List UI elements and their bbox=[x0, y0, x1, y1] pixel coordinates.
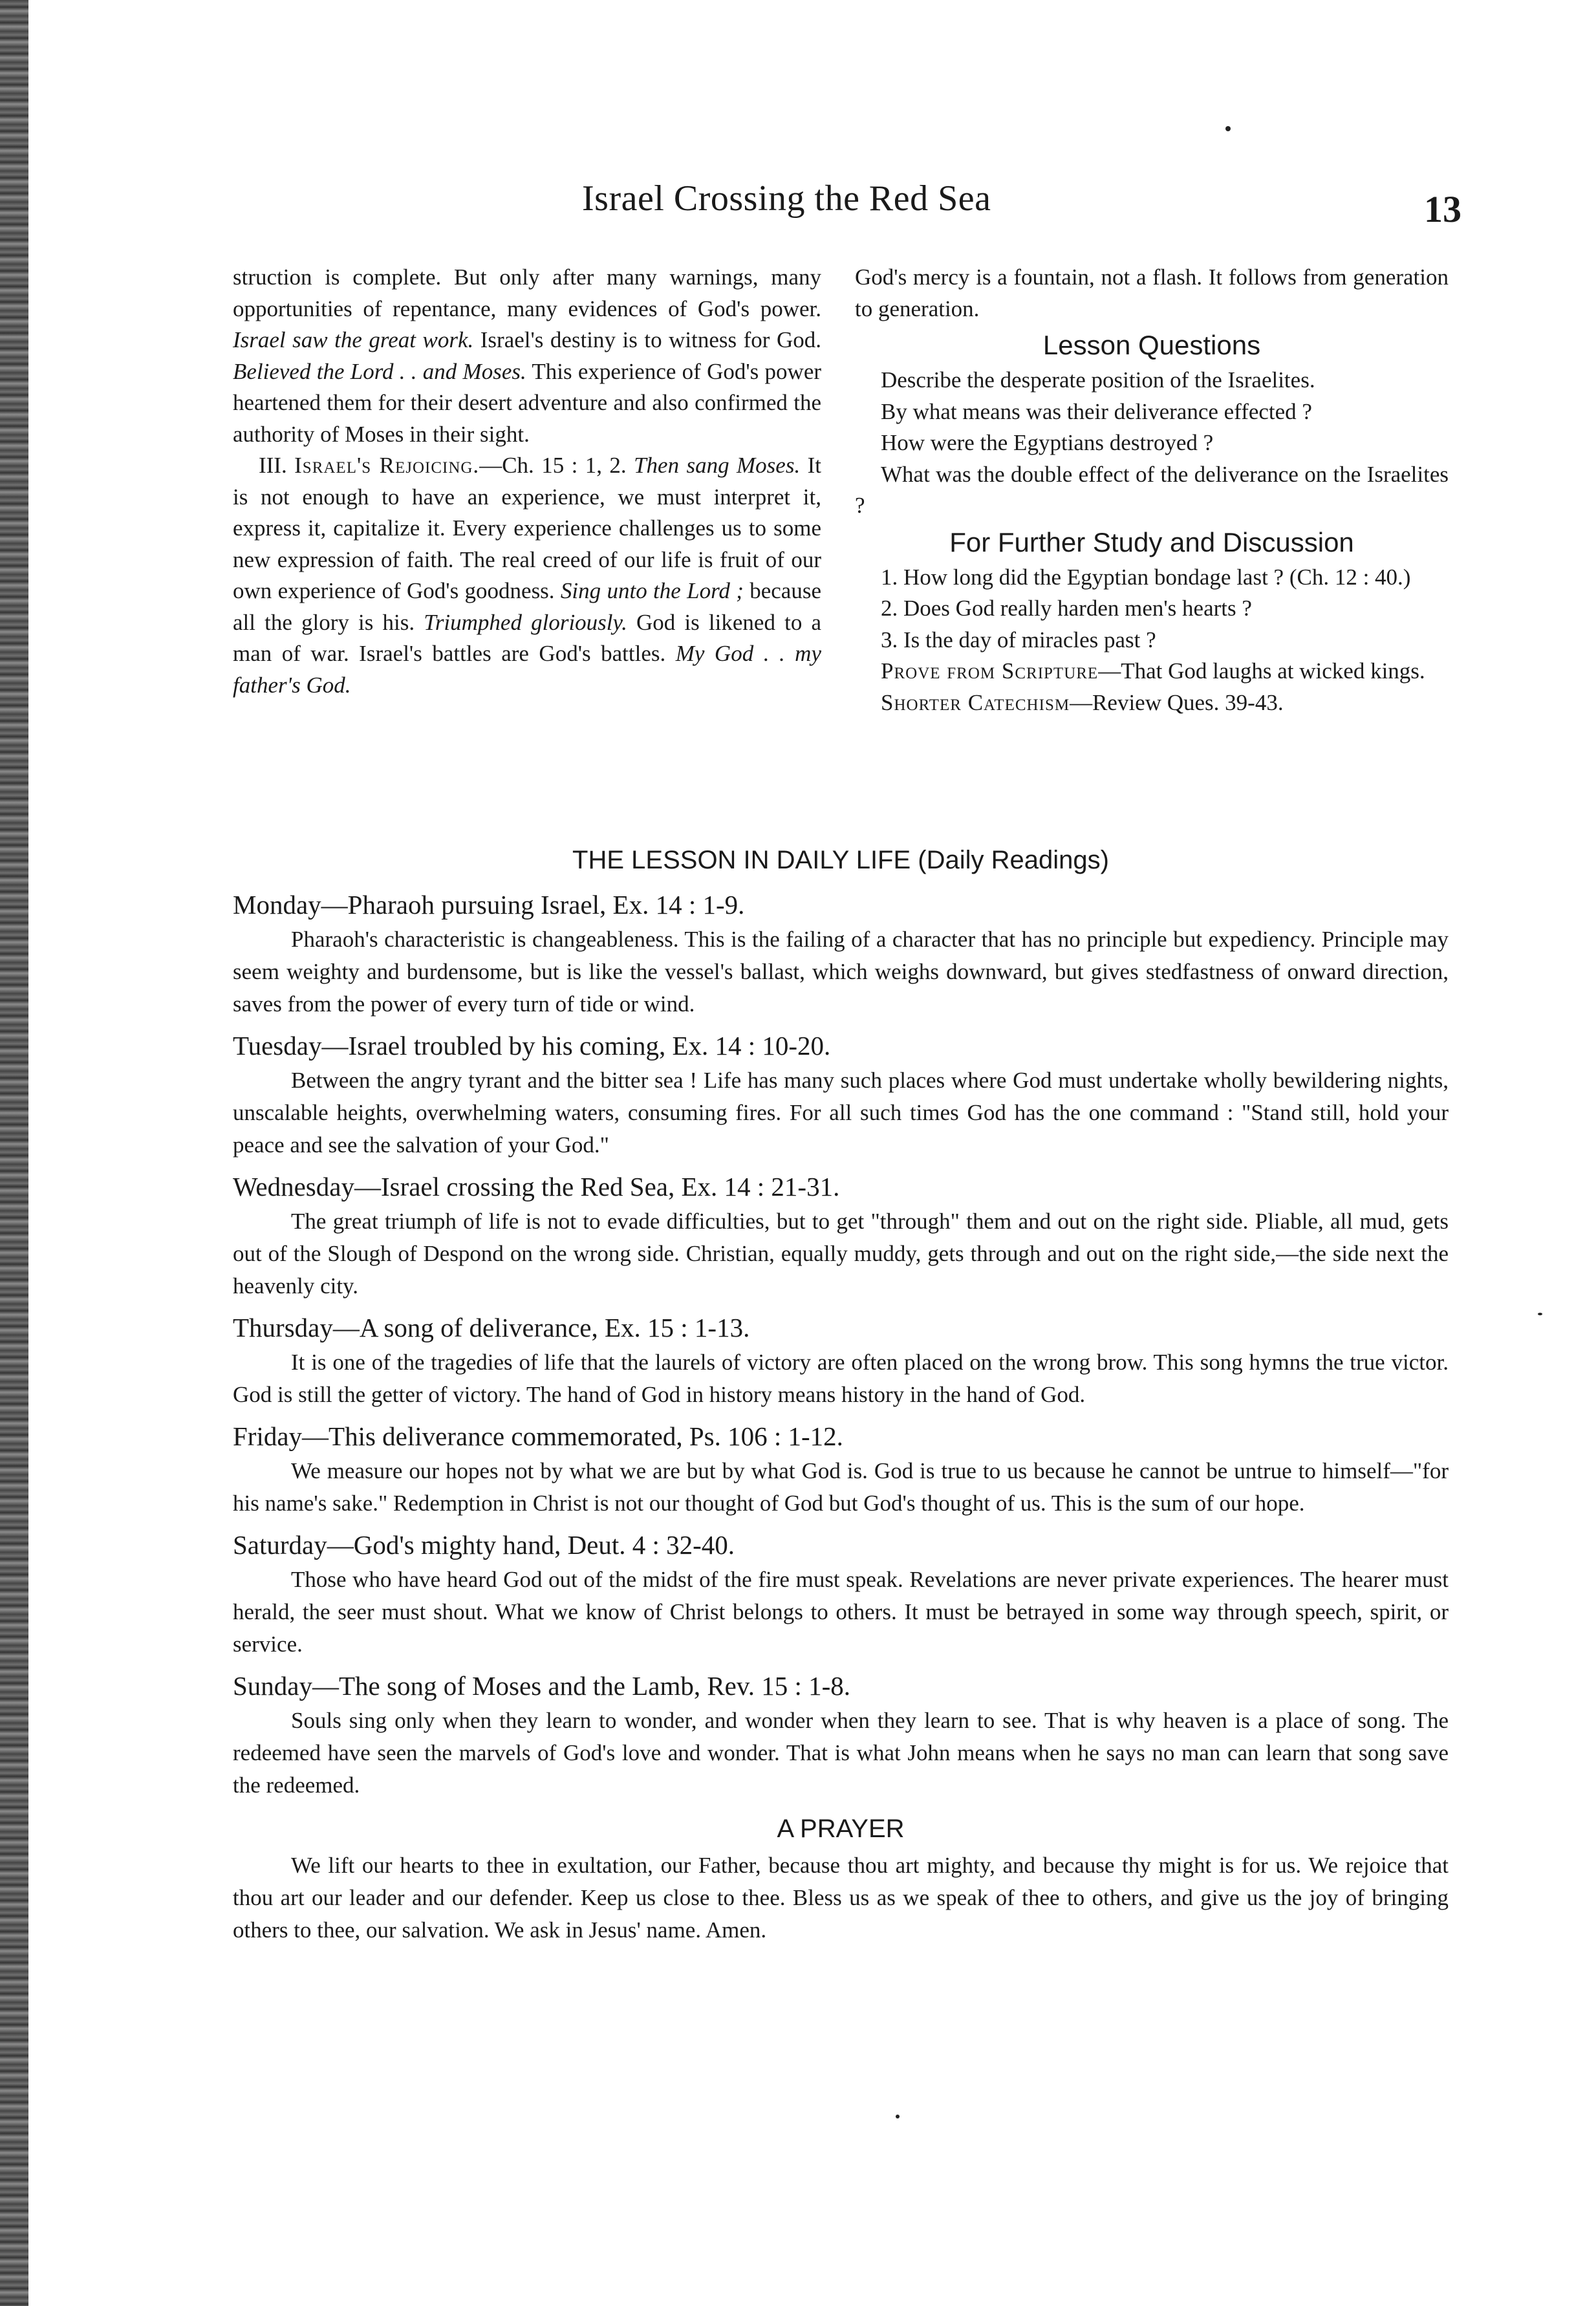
text-run: This experience of God's power heartened them for their desert adventure and also confirmed the authority of Moses in their sight. bbox=[233, 358, 822, 447]
day-title-thursday: Thursday—A song of deliverance, Ex. 15 : 1-13. bbox=[233, 1313, 750, 1342]
print-speck bbox=[896, 2115, 900, 2118]
italic-phrase: Then sang Moses. bbox=[634, 453, 801, 478]
day-title-saturday: Saturday—God's mighty hand, Deut. 4 : 32-40. bbox=[233, 1530, 735, 1560]
further-study-heading: For Further Study and Discussion bbox=[949, 526, 1354, 557]
daily-life-heading: THE LESSON IN DAILY LIFE (Daily Readings) bbox=[572, 846, 1109, 874]
day-body-wednesday: The great triumph of life is not to evade difficulties, but to get "through" them and out on the right side. Pliable, all mud, gets out of the Slough of Despond on the wrong side. Christian, equally muddy, gets through and out on the right side,—the side next the heavenly city. bbox=[233, 1209, 1449, 1298]
text-run: Israel's destiny is to witness for God. bbox=[473, 327, 821, 352]
scripture-reference: —Ch. 15 : 1, 2. bbox=[479, 453, 634, 478]
text-run: struction is complete. But only after many warnings, many opportunities of repentance, many evidences of God's power. bbox=[233, 264, 821, 321]
left-paragraph-2 bbox=[233, 450, 821, 701]
day-body-saturday: Those who have heard God out of the midst of the fire must speak. Revelations are never private experiences. The hearer must herald, the seer must shout. What we know of Christ belongs to others. It must be betrayed in some way through speech, spirit, or service. bbox=[233, 1567, 1449, 1657]
daily-life-section bbox=[233, 841, 1449, 1946]
italic-phrase: Believed the Lord . . and Moses. bbox=[233, 358, 526, 384]
prayer-heading: A PRAYER bbox=[777, 1815, 905, 1843]
shorter-catechism bbox=[855, 687, 1449, 719]
text-run: It is not enough to have an experience, we must interpret it, express it, capitalize it. Every experience challenges us to some new expression of faith. The real creed of our life is fruit of our own experience of God's goodness. bbox=[233, 453, 822, 603]
day-body-sunday: Souls sing only when they learn to wonder, and wonder when they learn to see. That is why heaven is a place of song. The redeemed have seen the marvels of God's love and wonder. That is what John means when he says no man can learn that song save the redeemed. bbox=[233, 1708, 1449, 1798]
text-run: God is likened to a man of war. Israel's battles are God's battles. bbox=[233, 609, 821, 666]
prove-label: Prove from Scripture bbox=[881, 658, 1099, 684]
question-item: By what means was their deliverance effected ? bbox=[881, 398, 1312, 424]
further-item: 3. Is the day of miracles past ? bbox=[881, 627, 1156, 652]
day-body-monday: Pharaoh's characteristic is changeableness. This is the failing of a character that has no principle but expediency. Principle may seem weighty and burdensome, but is like the vessel's ballast, which weighs downward, but gives stedfastness of onward direction, saves from the power of every turn of tide or wind. bbox=[233, 927, 1449, 1017]
day-title-wednesday: Wednesday—Israel crossing the Red Sea, Ex. 14 : 21-31. bbox=[233, 1172, 840, 1201]
prayer-body: We lift our hearts to thee in exultation, our Father, because thou art mighty, and because thy might is for us. We rejoice that thou art our leader and our defender. Keep us close to thee. Bless us as we speak of thee to others, and give us the joy of bringing others to thee, our salvation. We ask in Jesus' name. Amen. bbox=[233, 1853, 1449, 1943]
print-speck bbox=[1225, 126, 1231, 131]
right-column bbox=[855, 262, 1449, 718]
day-title-friday: Friday—This deliverance commemorated, Ps. 106 : 1-12. bbox=[233, 1421, 843, 1451]
left-column bbox=[233, 262, 821, 701]
prove-from-scripture bbox=[855, 656, 1449, 687]
prove-text: —That God laughs at wicked kings. bbox=[1098, 658, 1425, 684]
day-title-tuesday: Tuesday—Israel troubled by his coming, Ex. 14 : 10-20. bbox=[233, 1031, 831, 1061]
left-paragraph-1 bbox=[233, 262, 821, 450]
italic-phrase: My God . . my father's God. bbox=[233, 641, 821, 698]
question-item: How were the Egyptians destroyed ? bbox=[881, 430, 1214, 455]
print-speck bbox=[1538, 1313, 1542, 1315]
question-item: What was the double effect of the deliverance on the Israelites ? bbox=[855, 461, 1449, 518]
catechism-text: —Review Ques. 39-43. bbox=[1070, 689, 1284, 715]
day-title-monday: Monday—Pharaoh pursuing Israel, Ex. 14 : 1-9. bbox=[233, 890, 745, 920]
day-body-tuesday: Between the angry tyrant and the bitter sea ! Life has many such places where God must undertake wholly bewildering nights, unscalable heights, overwhelming waters, consuming fires. For all such times God has the one command : "Stand still, hold your peace and see the salvation of your God." bbox=[233, 1068, 1449, 1158]
right-paragraph-1: God's mercy is a fountain, not a flash. It follows from generation to generation. bbox=[855, 264, 1449, 321]
day-body-thursday: It is one of the tragedies of life that the laurels of victory are often placed on the wrong brow. This song hymns the true victor. God is still the getter of victory. The hand of God in history means history in the hand of God. bbox=[233, 1350, 1449, 1407]
further-item: 1. How long did the Egyptian bondage last ? (Ch. 12 : 40.) bbox=[881, 564, 1411, 590]
text-run: because all the glory is his. bbox=[233, 578, 822, 635]
day-body-friday: We measure our hopes not by what we are but by what God is. God is true to us because he cannot be untrue to himself—"for his name's sake." Redemption in Christ is not our thought of God but God's thought of us. This is the sum of our hope. bbox=[233, 1458, 1449, 1516]
lesson-questions-heading: Lesson Questions bbox=[1042, 330, 1261, 360]
day-title-sunday: Sunday—The song of Moses and the Lamb, Rev. 15 : 1-8. bbox=[233, 1671, 851, 1701]
section-title: Israel's Rejoicing. bbox=[294, 453, 480, 478]
italic-phrase: Sing unto the Lord ; bbox=[560, 578, 744, 603]
page-number: 13 bbox=[1424, 188, 1461, 230]
italic-phrase: Triumphed gloriously. bbox=[424, 609, 627, 635]
further-item: 2. Does God really harden men's hearts ? bbox=[881, 596, 1252, 621]
question-item: Describe the desperate position of the Israelites. bbox=[881, 367, 1315, 393]
italic-phrase: Israel saw the great work. bbox=[233, 327, 474, 352]
section-number: III. bbox=[259, 453, 295, 478]
catechism-label: Shorter Catechism bbox=[881, 689, 1070, 715]
running-title: Israel Crossing the Red Sea bbox=[582, 178, 991, 219]
